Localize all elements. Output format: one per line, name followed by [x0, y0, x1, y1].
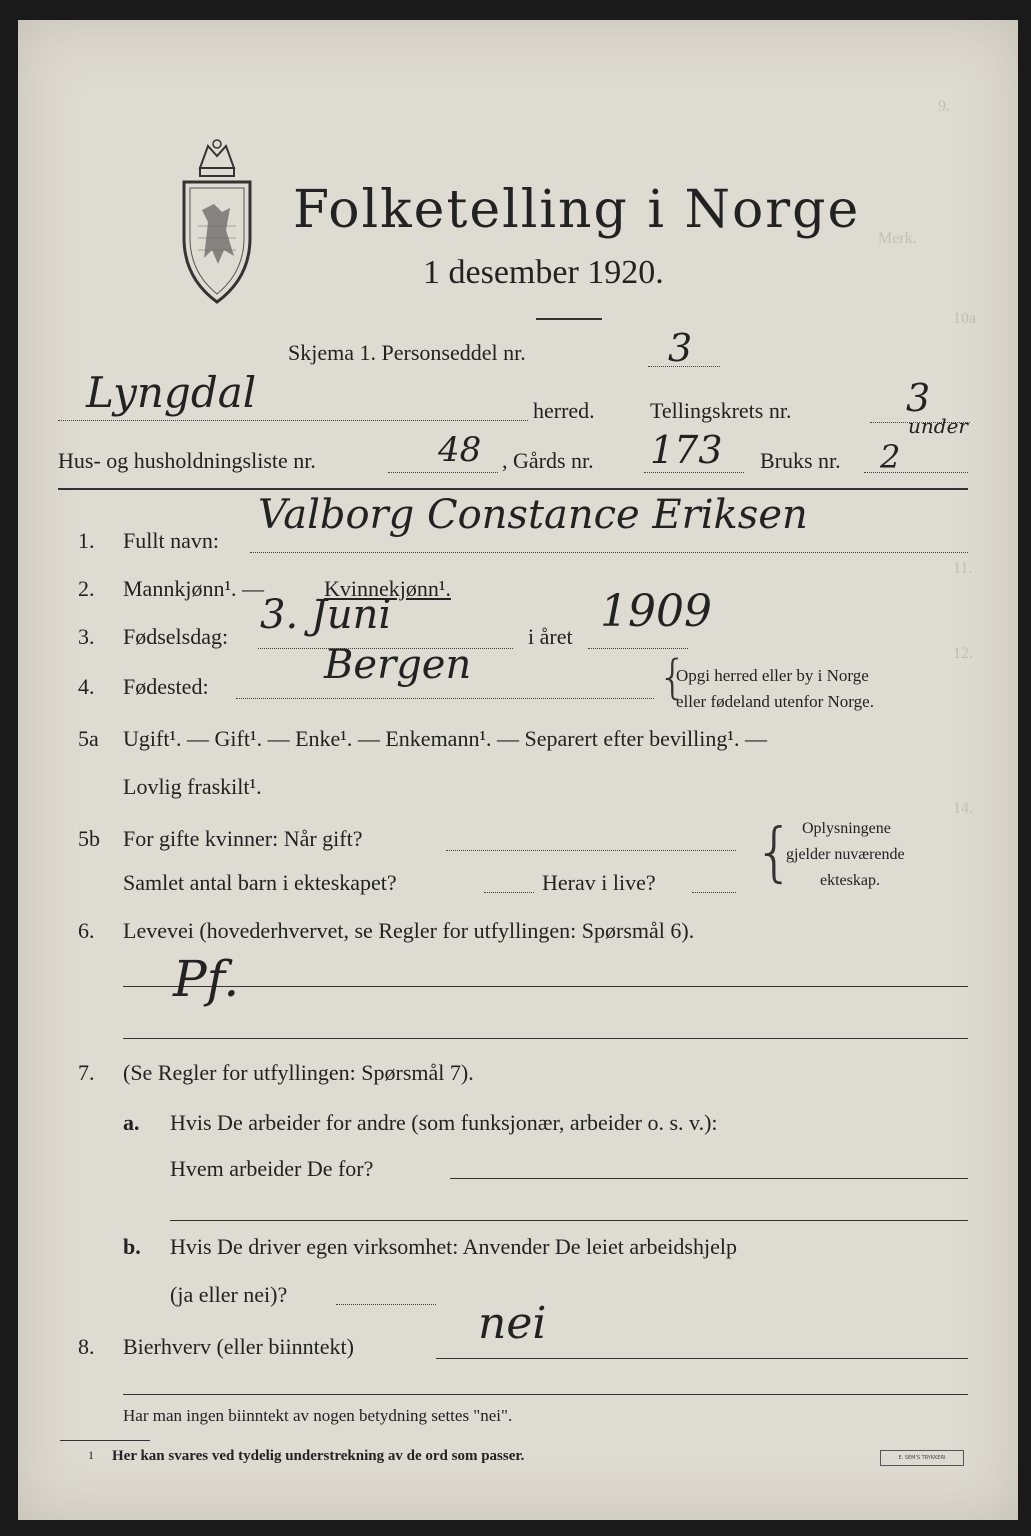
marital-status-options[interactable]: Ugift¹. — Gift¹. — Enke¹. — Enkemann¹. — Separert efter bevilling¹. —: [123, 726, 767, 751]
q1-number: 1.: [78, 528, 95, 553]
q1-line: [250, 552, 968, 553]
gards-nr[interactable]: 173: [650, 428, 723, 472]
tellingskrets-nr[interactable]: 3: [906, 376, 931, 420]
q5a-number: 5a: [78, 726, 99, 751]
q8-number: 8.: [78, 1334, 95, 1359]
bleed-through-text: 9.: [938, 98, 950, 115]
side-income-line: [436, 1358, 968, 1359]
married-when-label: For gifte kvinner: Når gift?: [123, 826, 363, 851]
q6-answer-line-2: [123, 1038, 968, 1039]
employer-line-2[interactable]: [170, 1220, 968, 1221]
census-form-page: [18, 20, 1018, 1520]
gards-line: [644, 472, 744, 473]
bleed-through-text: Merk.: [878, 230, 917, 247]
q1-label: Fullt navn:: [123, 528, 219, 553]
children-alive-line: [692, 892, 736, 893]
footer-note: Har man ingen biinntekt av nogen betydning settes "nei".: [123, 1406, 513, 1425]
q6-number: 6.: [78, 918, 95, 943]
employer-line[interactable]: [450, 1178, 968, 1179]
occupation-value[interactable]: Pf.: [173, 950, 240, 1008]
footnote-mark: 1: [88, 1448, 94, 1462]
marital-status-divorced[interactable]: Lovlig fraskilt¹.: [123, 774, 262, 799]
q3-number: 3.: [78, 624, 95, 649]
q4-label: Fødested:: [123, 674, 209, 699]
q5b-number: 5b: [78, 826, 100, 851]
schema-label: Skjema 1. Personseddel nr.: [288, 340, 526, 365]
children-total-label: Samlet antal barn i ekteskapet?: [123, 870, 397, 895]
herred-value[interactable]: Lyngdal: [86, 368, 257, 417]
q8-answer-line-2: [123, 1394, 968, 1395]
q7a-letter: a.: [123, 1110, 140, 1135]
gender-female-option[interactable]: Kvinnekjønn¹.: [324, 576, 451, 601]
q5b-note-2: gjelder nuværende: [786, 846, 905, 863]
q7b-line-1: Hvis De driver egen virksomhet: Anvender De leiet arbeidshjelp: [170, 1234, 737, 1259]
q8-label: Bierhverv (eller biinntekt): [123, 1334, 354, 1359]
form-title: Folketelling i Norge: [293, 180, 861, 240]
bruks-nr[interactable]: 2: [880, 438, 901, 476]
q4-number: 4.: [78, 674, 95, 699]
q6-label: Levevei (hovederhvervet, se Regler for utfyllingen: Spørsmål 6).: [123, 918, 695, 943]
footnote-text: Her kan svares ved tydelig understrekning av de ord som passer.: [112, 1448, 525, 1464]
birthplace-value[interactable]: Bergen: [324, 642, 472, 688]
q4-brace: {: [658, 650, 688, 704]
children-total-line: [484, 892, 534, 893]
bruks-label: Bruks nr.: [760, 448, 841, 473]
q2-number: 2.: [78, 576, 95, 601]
married-when-line: [446, 850, 736, 851]
birth-year-value[interactable]: 1909: [600, 586, 712, 637]
q5b-brace: {: [754, 816, 795, 890]
q7-label: (Se Regler for utfyllingen: Spørsmål 7).: [123, 1060, 474, 1085]
personseddel-nr[interactable]: 3: [668, 326, 693, 370]
bleed-through-text: 11.: [953, 560, 973, 577]
bleed-through-text: 14.: [953, 800, 973, 817]
q5b-note-3: ekteskap.: [820, 872, 880, 889]
bleed-through-text: 10a: [953, 310, 977, 327]
bruks-extra[interactable]: under: [908, 414, 968, 438]
hus-label: Hus- og husholdningsliste nr.: [58, 448, 316, 473]
gards-label: , Gårds nr.: [502, 448, 594, 473]
title-divider: [536, 318, 602, 320]
q7-number: 7.: [78, 1060, 95, 1085]
q3-label: Fødselsdag:: [123, 624, 229, 649]
q4-note-1: Opgi herred eller by i Norge: [676, 666, 869, 685]
side-income-value[interactable]: nei: [478, 1298, 547, 1349]
hus-nr[interactable]: 48: [438, 430, 482, 470]
bleed-through-text: 12.: [953, 645, 973, 662]
census-date: 1 desember 1920.: [423, 254, 664, 291]
header-divider: [58, 488, 968, 490]
q7b-line-2: (ja eller nei)?: [170, 1282, 288, 1307]
gender-male-option[interactable]: Mannkjønn¹. —: [123, 576, 265, 601]
hired-help-line[interactable]: [336, 1304, 436, 1305]
printer-stamp: E. SEM'S TRYKKERI: [880, 1450, 964, 1466]
children-alive-label: Herav i live?: [542, 870, 656, 895]
norway-coat-of-arms-icon: [178, 138, 256, 308]
q4-note-2: eller fødeland utenfor Norge.: [676, 692, 874, 711]
q7a-line-1: Hvis De arbeider for andre (som funksjonær, arbeider o. s. v.):: [170, 1110, 718, 1135]
q7a-line-2: Hvem arbeider De for?: [170, 1156, 374, 1181]
year-label: i året: [528, 624, 573, 649]
herred-label: herred.: [533, 398, 595, 423]
herred-line: [58, 420, 528, 421]
q5b-note-1: Oplysningene: [802, 820, 891, 837]
birthday-value[interactable]: 3. Juni: [260, 592, 392, 638]
tellingskrets-label: Tellingskrets nr.: [650, 398, 792, 423]
year-line: [588, 648, 688, 649]
q7b-letter: b.: [123, 1234, 141, 1259]
q4-line: [236, 698, 654, 699]
footnote-divider: [60, 1440, 150, 1441]
q6-answer-line: [123, 986, 968, 987]
full-name-value[interactable]: Valborg Constance Eriksen: [258, 492, 808, 538]
hus-line: [388, 472, 498, 473]
